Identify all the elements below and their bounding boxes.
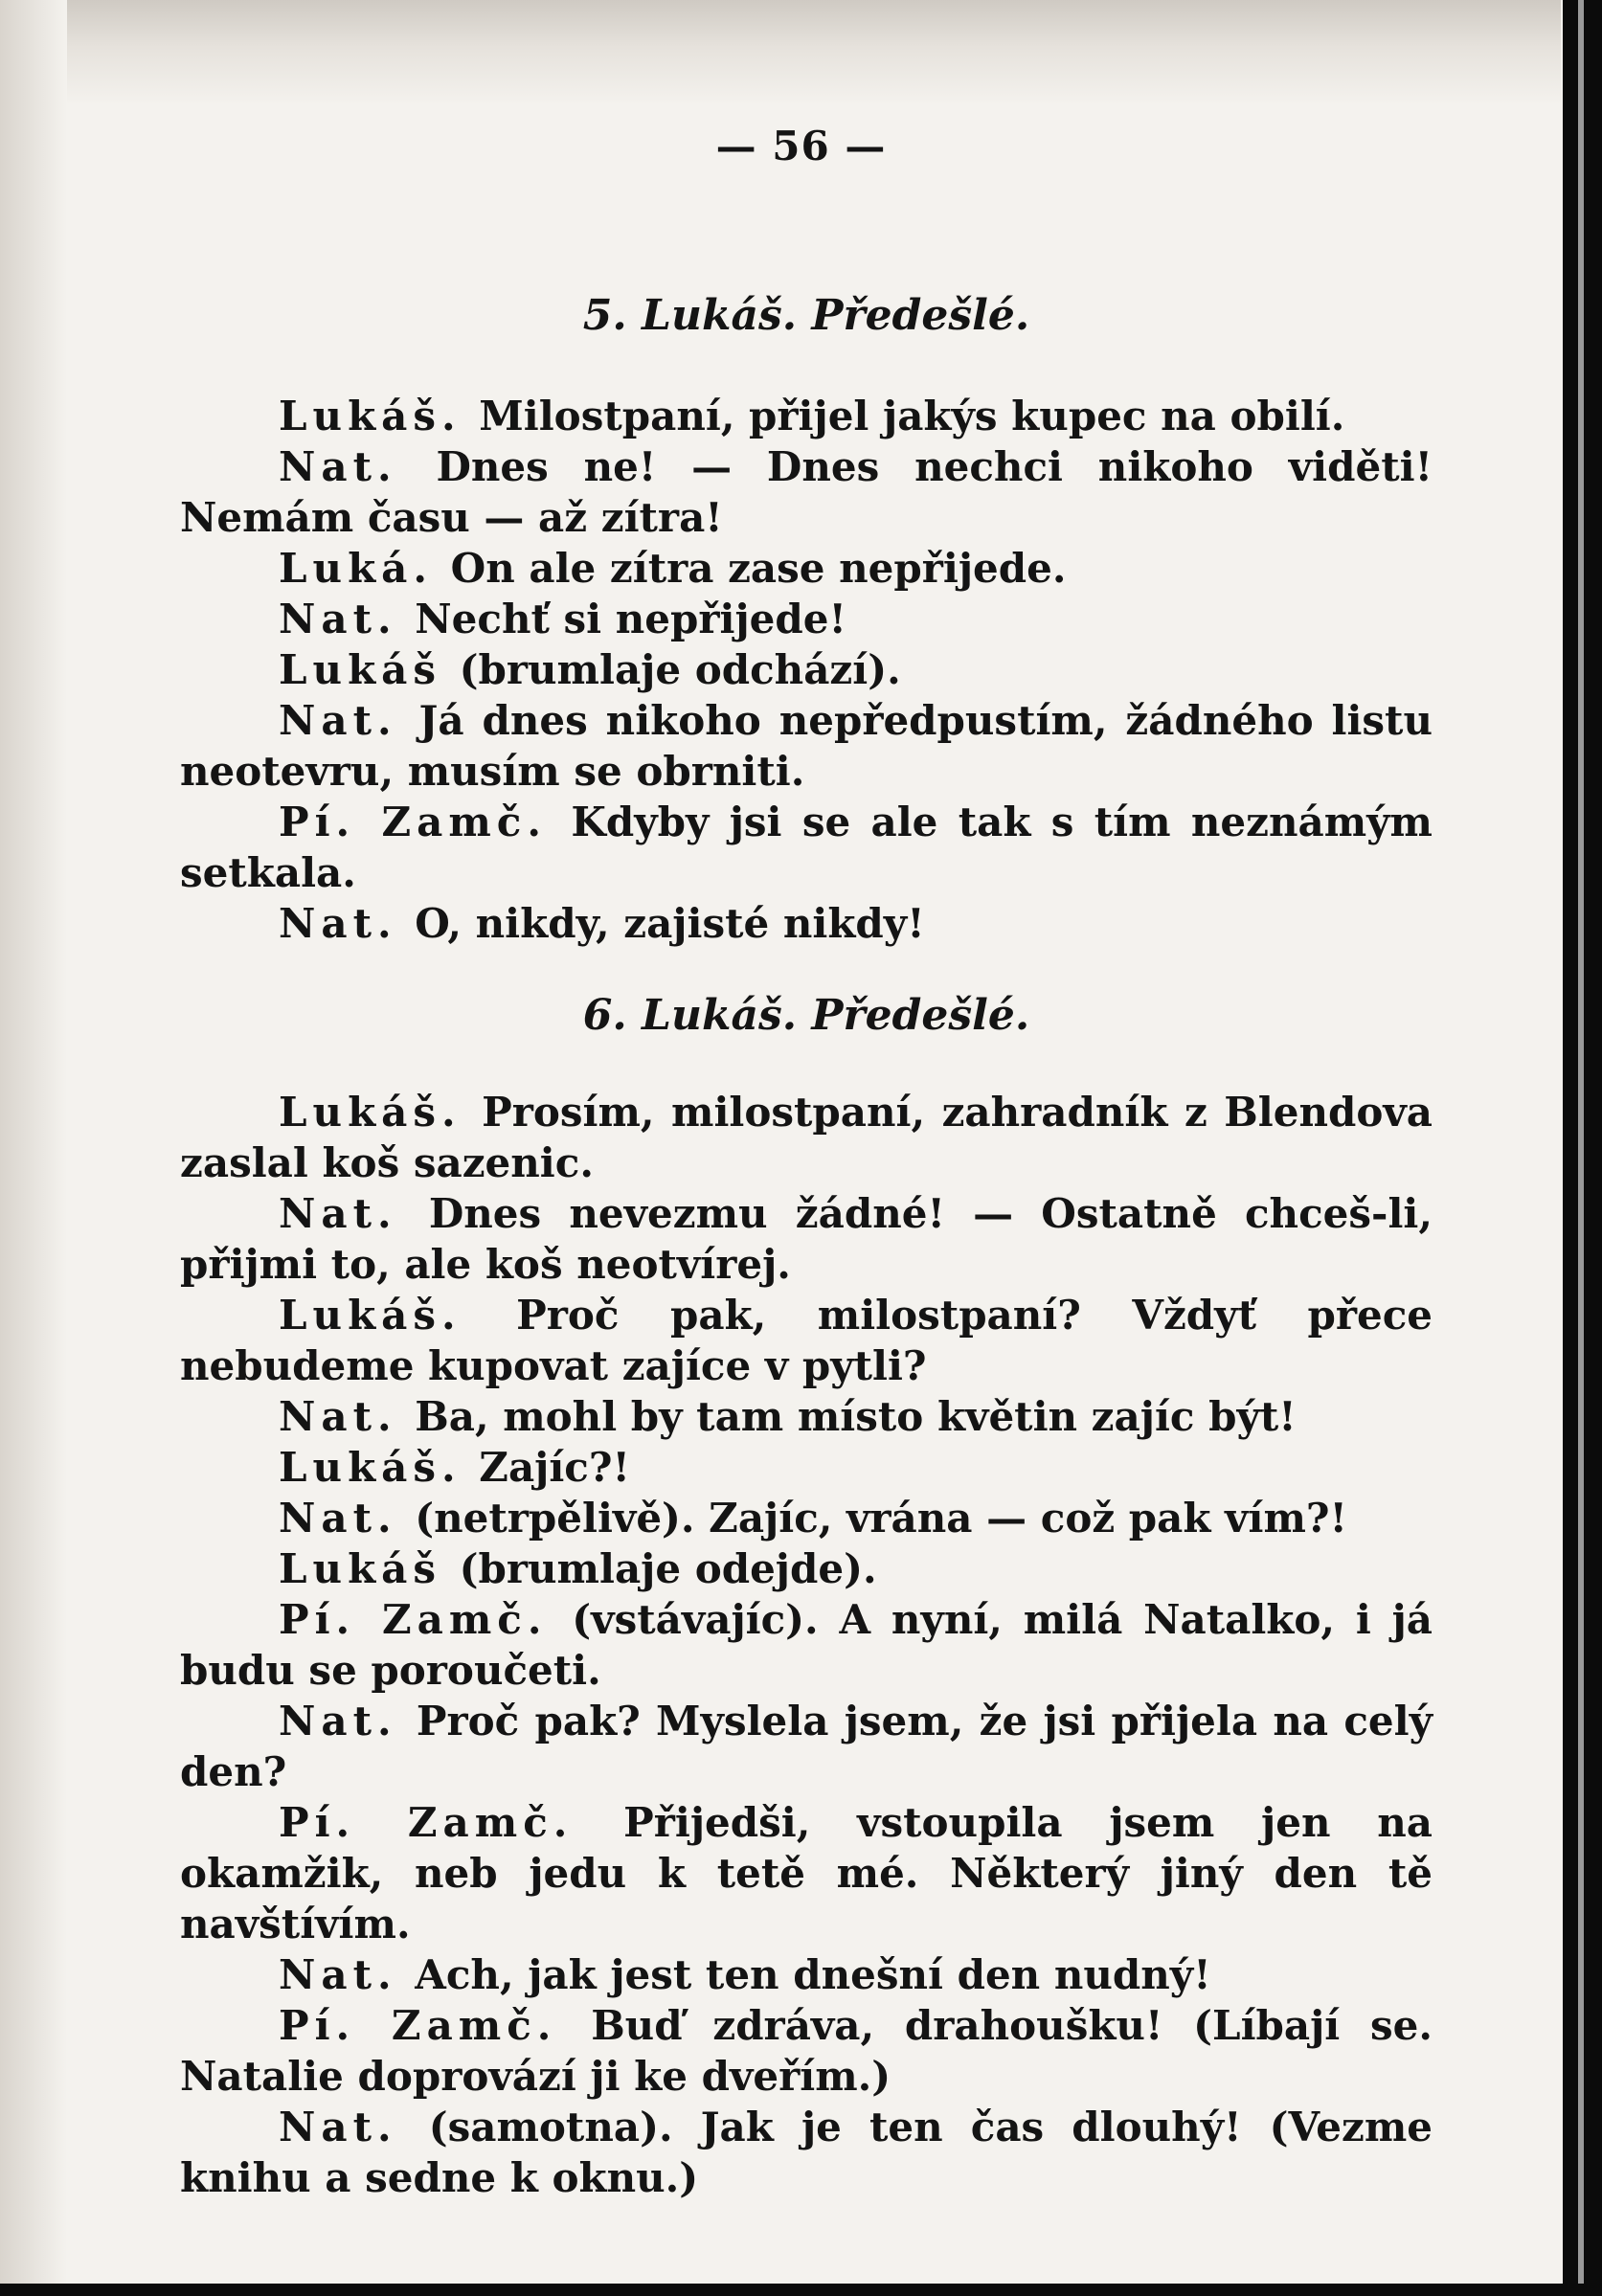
speaker-name: Pí. Zamč. bbox=[279, 799, 547, 845]
dialogue-text: O, nikdy, zajisté nikdy! bbox=[415, 900, 925, 947]
page-number: — 56 — bbox=[715, 123, 887, 169]
page-shadow-top bbox=[0, 0, 1561, 105]
dialogue-line bbox=[180, 1949, 1433, 2000]
dialogue-text: (samotna). Jak je ten čas dlouhý! (Vezme knihu a sedne k oknu.) bbox=[180, 2104, 1433, 2201]
scan-border-bottom bbox=[0, 2284, 1602, 2296]
speaker-name: Nat. bbox=[279, 697, 397, 744]
dialogue-line bbox=[180, 441, 1433, 543]
dialogue-text: Kdyby jsi se ale tak s tím neznámým setkala. bbox=[180, 799, 1433, 896]
speaker-name: Lukáš. bbox=[279, 1292, 462, 1339]
dialogue-line bbox=[180, 797, 1433, 898]
scene-heading: 5. Lukáš. Předešlé. bbox=[582, 291, 1030, 340]
dialogue-line bbox=[180, 898, 1433, 949]
speaker-name: Nat. bbox=[279, 1190, 397, 1237]
speaker-name: Lukáš bbox=[279, 1545, 442, 1592]
dialogue-text: Zajíc?! bbox=[479, 1444, 630, 1491]
dialogue-line bbox=[180, 2102, 1433, 2203]
dialogue-line bbox=[180, 644, 1433, 695]
speaker-name: Lukáš. bbox=[279, 393, 462, 439]
scan-border-line bbox=[1578, 0, 1584, 2296]
dialogue-text: Dnes nevezmu žádné! — Ostatně chceš-li, přijmi to, ale koš neotvírej. bbox=[180, 1190, 1433, 1288]
speaker-name: Nat. bbox=[279, 1393, 397, 1440]
page-text bbox=[180, 287, 1433, 2203]
speaker-name: Lukáš bbox=[279, 646, 442, 693]
dialogue-line bbox=[180, 1696, 1433, 1797]
dialogue-text: Ach, jak jest ten dnešní den nudný! bbox=[415, 1951, 1211, 1998]
dialogue-line bbox=[180, 1391, 1433, 1442]
dialogue-text: (netrpělivě). Zajíc, vrána — což pak vím?! bbox=[415, 1495, 1347, 1542]
speaker-name: Nat. bbox=[279, 1495, 397, 1542]
dialogue-line bbox=[180, 1493, 1433, 1543]
page-shadow-left bbox=[0, 0, 67, 2296]
dialogue-line bbox=[180, 1087, 1433, 1188]
dialogue-line bbox=[180, 391, 1433, 441]
speaker-name: Lukáš. bbox=[279, 1089, 462, 1136]
dialogue-line bbox=[180, 1442, 1433, 1493]
dialogue-line bbox=[180, 1543, 1433, 1594]
dialogue-text: Já dnes nikoho nepředpustím, žádného listu neotevru, musím se obrniti. bbox=[180, 697, 1433, 795]
speaker-name: Nat. bbox=[279, 900, 397, 947]
dialogue-line bbox=[180, 695, 1433, 797]
dialogue-text: Milostpaní, přijel jakýs kupec na obilí. bbox=[479, 393, 1345, 439]
speaker-name: Nat. bbox=[279, 1698, 397, 1745]
scene-heading: 6. Lukáš. Předešlé. bbox=[582, 991, 1030, 1040]
dialogue-text: Proč pak? Myslela jsem, že jsi přijela na celý den? bbox=[180, 1698, 1433, 1795]
dialogue-text: (brumlaje odchází). bbox=[459, 646, 901, 693]
dialogue-line bbox=[180, 1797, 1433, 1949]
dialogue-line bbox=[180, 1188, 1433, 1290]
speaker-name: Nat. bbox=[279, 2104, 397, 2150]
dialogue-text: (vstávajíc). A nyní, milá Natalko, i já budu se poroučeti. bbox=[180, 1596, 1433, 1694]
speaker-name: Nat. bbox=[279, 596, 397, 642]
speaker-name: Luká. bbox=[279, 545, 434, 592]
dialogue-line bbox=[180, 1290, 1433, 1391]
dialogue-text: Nechť si nepřijede! bbox=[415, 596, 846, 642]
speaker-name: Pí. Zamč. bbox=[279, 2002, 557, 2049]
dialogue-text: Buď zdráva, drahoušku! (Líbají se. Natalie doprovází ji ke dveřím.) bbox=[180, 2002, 1433, 2100]
dialogue-line bbox=[180, 543, 1433, 594]
speaker-name: Lukáš. bbox=[279, 1444, 462, 1491]
speaker-name: Nat. bbox=[279, 1951, 397, 1998]
dialogue-line bbox=[180, 1594, 1433, 1696]
dialogue-text: (brumlaje odejde). bbox=[459, 1545, 877, 1592]
dialogue-text: On ale zítra zase nepřijede. bbox=[450, 545, 1067, 592]
dialogue-text: Přijedši, vstoupila jsem jen na okamžik, neb jedu k tetě mé. Některý jiný den tě navštívím. bbox=[180, 1799, 1433, 1947]
speaker-name: Nat. bbox=[279, 443, 397, 490]
dialogue-text: Proč pak, milostpaní? Vždyť přece nebudeme kupovat zajíce v pytli? bbox=[180, 1292, 1433, 1389]
speaker-name: Pí. Zamč. bbox=[279, 1596, 548, 1643]
dialogue-line bbox=[180, 594, 1433, 644]
dialogue-text: Dnes ne! — Dnes nechci nikoho viděti! Nemám času — až zítra! bbox=[180, 443, 1433, 541]
speaker-name: Pí. Zamč. bbox=[279, 1799, 574, 1846]
dialogue-text: Prosím, milostpaní, zahradník z Blendova zaslal koš sazenic. bbox=[180, 1089, 1433, 1186]
dialogue-line bbox=[180, 2000, 1433, 2102]
dialogue-text: Ba, mohl by tam místo květin zajíc být! bbox=[415, 1393, 1297, 1440]
